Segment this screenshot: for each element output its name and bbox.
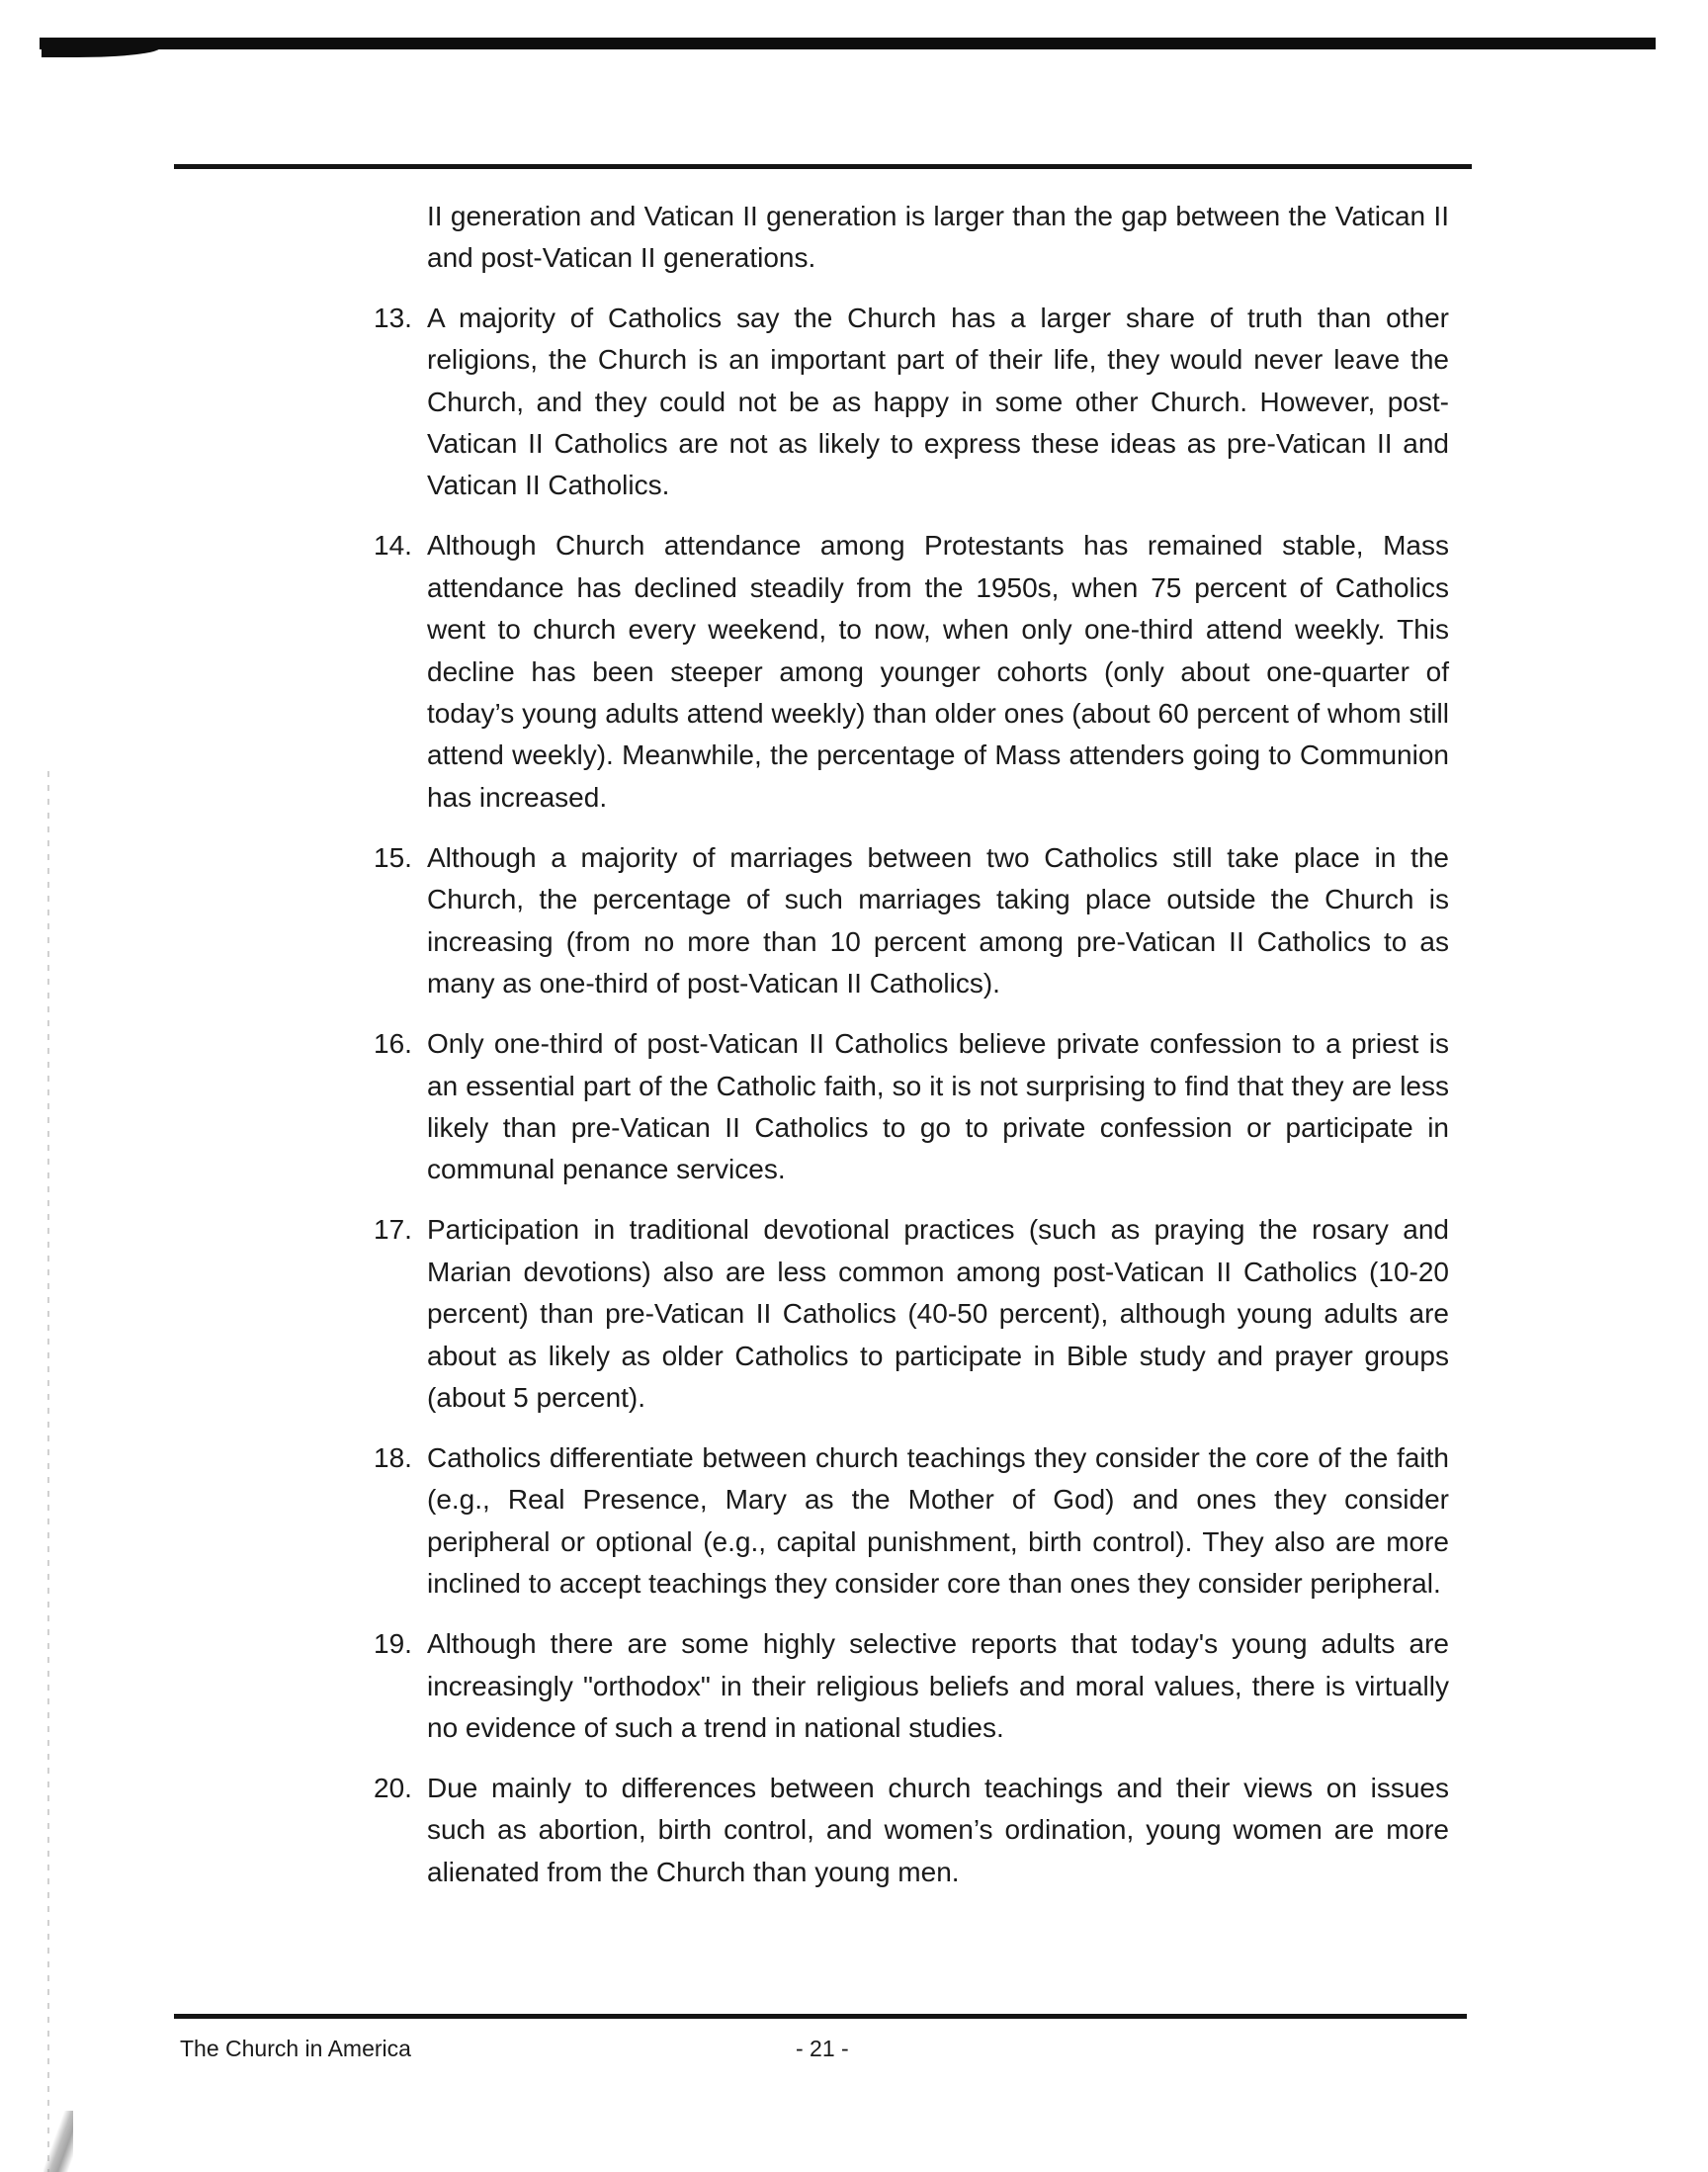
item-text: Although Church attendance among Protestants has remained stable, Mass attendance has declined steadily from the 1950s, when 75 percent of Catholics went to church every weekend, to now, when only one-third attend weekly. This decline has been steeper among younger cohorts (only about one-quarter of today’s young adults attend weekly) than older ones (about 60 percent of whom still attend weekly). Meanwhile, the percentage of Mass attenders going to Communion has increased.	[427, 530, 1449, 813]
header-rule	[174, 164, 1472, 169]
list-item-18	[374, 1437, 1449, 1606]
footer-rule	[174, 2014, 1467, 2019]
scan-corner-mark	[43, 2111, 73, 2172]
scan-left-edge	[47, 771, 49, 2172]
item-number: 17.	[374, 1214, 412, 1246]
item-text: Catholics differentiate between church teachings they consider the core of the faith (e.g., Real Presence, Mary as the Mother of God) and ones they consider peripheral or optional (e.g., capital punishment, birth control). They also are more inclined to accept teachings they consider core than ones they consider peripheral.	[427, 1441, 1449, 1600]
item-number: 18.	[374, 1441, 412, 1473]
item-text: Due mainly to differences between church teachings and their views on issues such as abortion, birth control, and women’s ordination, young women are more alienated from the Church than young men.	[427, 1772, 1449, 1887]
continuation-paragraph: II generation and Vatican II generation is larger than the gap between the Vatican II and post-Vatican II generations.	[427, 201, 1449, 274]
list-item-20	[374, 1768, 1449, 1893]
item-number: 14.	[374, 530, 412, 562]
item-text: Although a majority of marriages between two Catholics still take place in the Church, the percentage of such marriages taking place outside the Church is increasing (from no more than 10 percent among pre-Vatican II Catholics to as many as one-third of post-Vatican II Catholics).	[427, 841, 1449, 999]
list-item-16	[374, 1023, 1449, 1191]
item-number: 16.	[374, 1028, 412, 1060]
scan-top-border	[40, 38, 1656, 49]
item-text: A majority of Catholics say the Church has a larger share of truth than other religions, the Church is an important part of their life, they would never leave the Church, and they could not be as happy in some other Church. However, post-Vatican II Catholics are not as likely to express these ideas as pre-Vatican II and Vatican II Catholics.	[427, 302, 1449, 501]
item-text: Although there are some highly selective reports that today's young adults are increasingly "orthodox" in their religious beliefs and moral values, there is virtually no evidence of such a trend in national studies.	[427, 1628, 1449, 1743]
list-item-15	[374, 837, 1449, 1005]
item-number: 19.	[374, 1628, 412, 1660]
footer-page-number: - 21 -	[796, 2036, 849, 2061]
item-number: 15.	[374, 841, 412, 873]
page-body	[374, 196, 1449, 1912]
item-number: 20.	[374, 1772, 412, 1803]
list-item-14	[374, 525, 1449, 819]
list-item-19	[374, 1623, 1449, 1749]
item-text: Only one-third of post-Vatican II Catholics believe private confession to a priest is an essential part of the Catholic faith, so it is not surprising to find that they are less likely than pre-Vatican II Catholics to go to private confession or participate in communal penance services.	[427, 1028, 1449, 1185]
item-number: 13.	[374, 302, 412, 333]
scan-top-border-tail	[42, 43, 160, 57]
item-text: Participation in traditional devotional practices (such as praying the rosary and Marian devotions) also are less common among post-Vatican II Catholics (10-20 percent) than pre-Vatican II Catholics (40-50 percent), although young adults are about as likely as older Catholics to participate in Bible study and prayer groups (about 5 percent).	[427, 1214, 1449, 1413]
list-item-17	[374, 1209, 1449, 1419]
list-item-13	[374, 298, 1449, 507]
footer-title: The Church in America	[180, 2036, 411, 2061]
